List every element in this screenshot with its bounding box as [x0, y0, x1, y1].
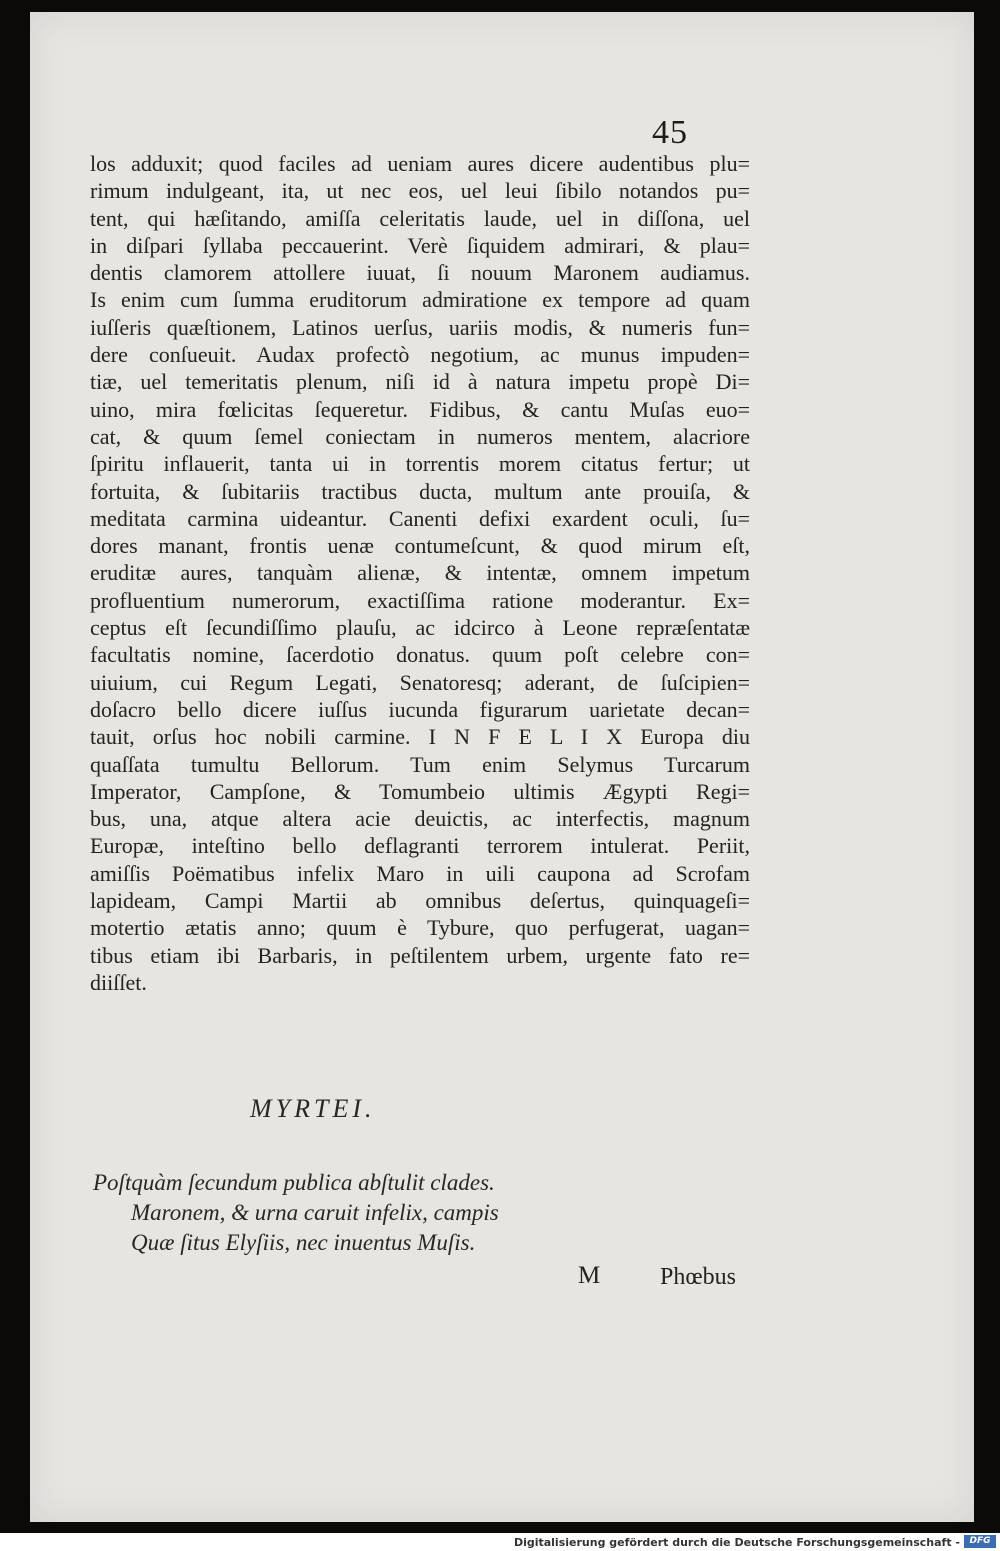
dfg-logo: DFG	[964, 1535, 996, 1548]
text-line: Imperator, Campſone, & Tomumbeio ultimis Ægypti Regi=	[90, 778, 750, 804]
poem-line: Maronem, & urna caruit infelix, campis	[131, 1200, 499, 1225]
poem	[93, 1168, 653, 1258]
text-line: iuſſeris quæſtionem, Latinos uerſus, uariis modis, & numeris fun=	[90, 314, 750, 340]
text-line: tiæ, uel temeritatis plenum, niſi id à natura impetu propè Di=	[90, 369, 750, 395]
catchword: Phœbus	[660, 1264, 737, 1290]
text-line: meditata carmina uideantur. Canenti defixi exardent oculi, ſu=	[90, 505, 750, 531]
text-line: tibus etiam ibi Barbaris, in peſtilentem urbem, urgente fato re=	[90, 942, 750, 968]
body-text	[90, 150, 750, 996]
text-line: fortuita, & ſubitariis tractibus ducta, multum ante prouiſa, &	[90, 478, 750, 504]
text-line: bus, una, atque altera acie deuictis, ac interfectis, magnum	[90, 806, 750, 832]
poem-line: Quæ ſitus Elyſiis, nec inuentus Muſis.	[131, 1230, 476, 1255]
text-line: doſacro bello dicere iuſſus iucunda figurarum uarietate decan=	[90, 696, 750, 722]
text-line: tauit, orſus hoc nobili carmine. I N F E L I X Europa diu	[90, 724, 750, 750]
signature-mark: M	[578, 1262, 601, 1289]
footer-credit: Digitalisierung gefördert durch die Deutsche Forschungsgemeinschaft -	[513, 1536, 960, 1549]
text-line: tent, qui hæſitando, amiſſa celeritatis laude, uel in diſſona, uel	[90, 205, 750, 231]
text-line: Europæ, inteſtino bello deflagranti terrorem intulerat. Periit,	[90, 833, 750, 859]
text-line: ceptus eſt ſecundiſſimo plauſu, ac idcirco à Leone repræſentatæ	[90, 615, 750, 641]
text-line: Is enim cum ſumma eruditorum admiratione ex tempore ad quam	[90, 287, 750, 313]
text-line: motertio ætatis anno; quum è Tybure, quo perfugerat, uagan=	[90, 915, 750, 941]
poem-line: Poſtquàm ſecundum publica abſtulit clades.	[93, 1170, 495, 1195]
text-line: amiſſis Poëmatibus infelix Maro in uili caupona ad Scrofam	[90, 860, 750, 886]
text-line: eruditæ aures, tanquàm alienæ, & intentæ, omnem impetum	[90, 560, 750, 586]
section-title: MYRTEI.	[250, 1094, 376, 1123]
text-line: quaſſata tumultu Bellorum. Tum enim Selymus Turcarum	[90, 751, 750, 777]
text-line: dentis clamorem attollere iuuat, ſi nouum Maronem audiamus.	[90, 260, 750, 286]
text-line: profluentium numerorum, exactiſſima ratione moderantur. Ex=	[90, 587, 750, 613]
text-line: lapideam, Campi Martii ab omnibus deſertus, quinquageſi=	[90, 888, 750, 914]
text-line: facultatis nomine, ſacerdotio donatus. quum poſt celebre con=	[90, 642, 750, 668]
text-line: rimum indulgeant, ita, ut nec eos, uel leui ſibilo notandos pu=	[90, 178, 750, 204]
text-line: in diſpari ſyllaba peccauerint. Verè ſiquidem admirari, & plau=	[90, 232, 750, 258]
text-line: cat, & quum ſemel coniectam in numeros mentem, alacriore	[90, 423, 750, 449]
text-line: diiſſet.	[90, 969, 147, 995]
text-line: uino, mira fœlicitas ſequeretur. Fidibus, & cantu Muſas euo=	[90, 396, 750, 422]
text-line: dere conſueuit. Audax profectò negotium, ac munus impuden=	[90, 342, 750, 368]
text-line: ſpiritu inflauerit, tanta ui in torrentis morem citatus fertur; ut	[90, 451, 750, 477]
page-number: 45	[652, 114, 688, 151]
text-line: los adduxit; quod faciles ad ueniam aures dicere audentibus plu=	[90, 151, 750, 176]
text-line: uiuium, cui Regum Legati, Senatoresq; aderant, de ſuſcipien=	[90, 669, 750, 695]
text-line: dores manant, frontis uenæ contumeſcunt, & quod mirum eſt,	[90, 533, 750, 559]
